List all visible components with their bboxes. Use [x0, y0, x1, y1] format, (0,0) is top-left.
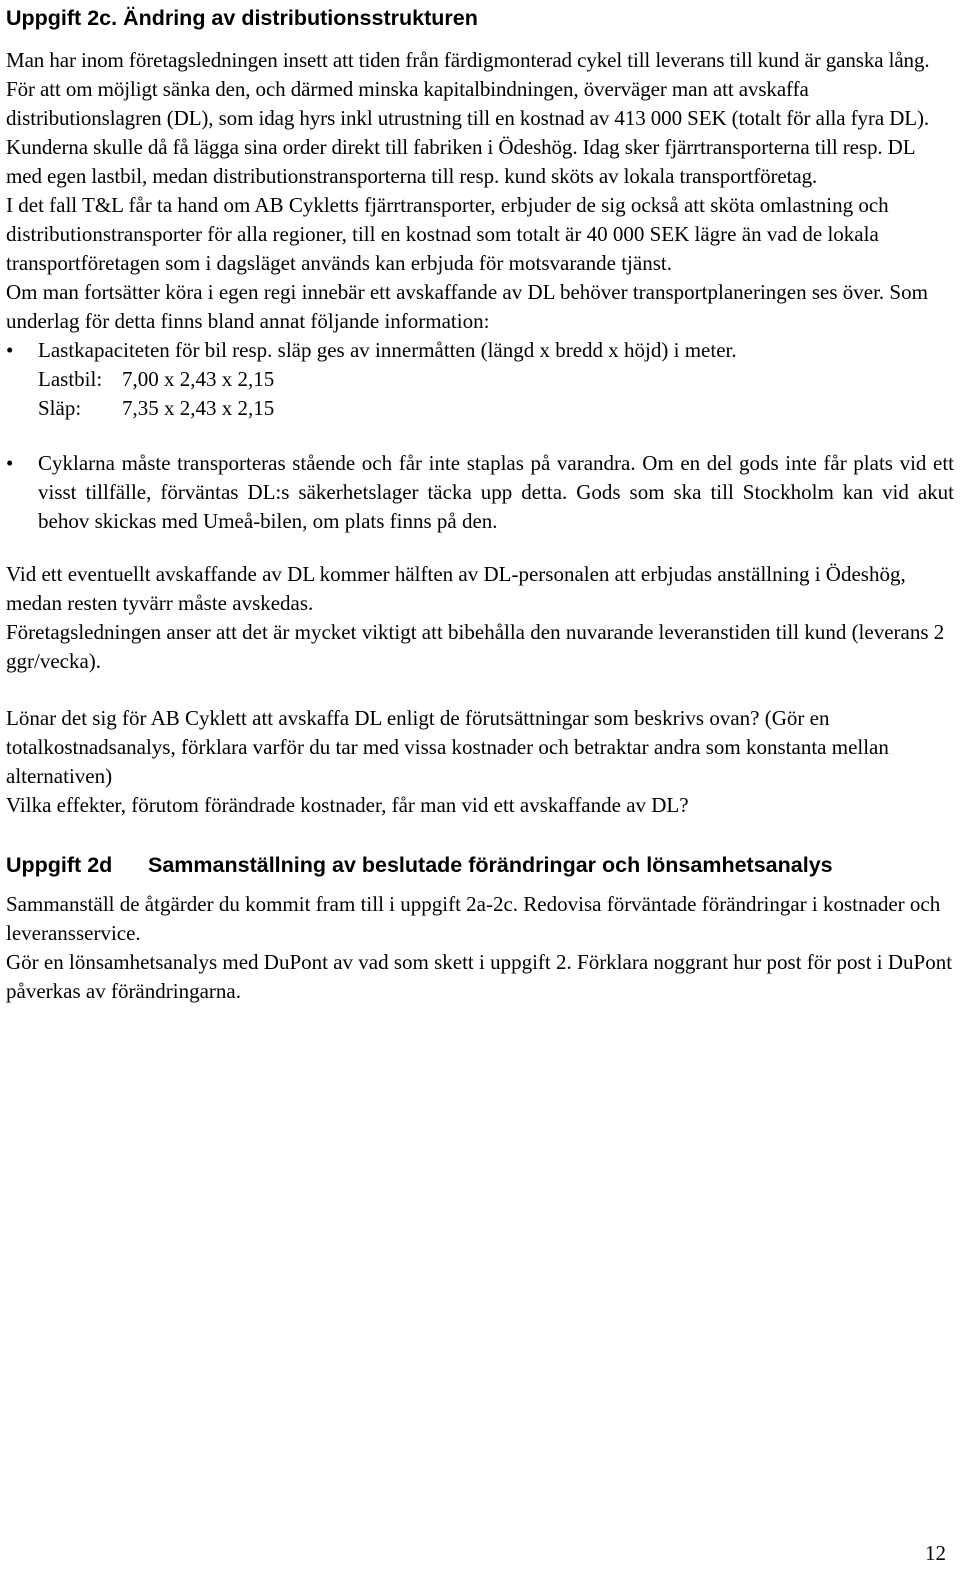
tl-offer-paragraph: I det fall T&L får ta hand om AB Cykletts fjärrtransporter, erbjuder de sig också att sköta omlastning och distributionstransporter för alla regioner, till en kostnad som totalt är 40 000 SEK lägre än vad de lokala transportföretagen som i dagsläget används kan erbjuda för motsvarande tjänst. [6, 193, 889, 275]
question-effects: Vilka effekter, förutom förändrade kostnader, får man vid ett avskaffande av DL? [6, 793, 689, 817]
bullet-capacity [6, 336, 954, 365]
section-2d-number: Uppgift 2d [6, 853, 113, 877]
section-2c-title: Uppgift 2c. Ändring av distributionsstrukturen [6, 6, 478, 30]
summary-paragraph: Sammanställ de åtgärder du kommit fram till i uppgift 2a-2c. Redovisa förväntade förändringar i kostnader och leveransservice. [6, 892, 941, 945]
leadtime-paragraph: Företagsledningen anser att det är mycket viktigt att bibehålla den nuvarande leveranstiden till kund (leverans 2 ggr/vecka). [6, 620, 945, 673]
section-2d-title-text: Sammanställning av beslutade förändringar och lönsamhetsanalys [148, 853, 833, 877]
bullet-dot: • [6, 338, 14, 362]
question-profitability: Lönar det sig för AB Cyklett att avskaffa DL enligt de förutsättningar som beskrivs ovan? (Gör en totalkostnadsanalys, förklara varför du tar med vissa kostnader och betraktar andra som konstanta mellan alternativen) [6, 706, 889, 788]
spacer [6, 423, 954, 449]
vehicle-dimensions [38, 365, 954, 423]
spacer [6, 676, 954, 704]
staff-paragraph: Vid ett eventuellt avskaffande av DL kommer hälften av DL-personalen att erbjudas anställning i Ödeshög, medan resten tyvärr måste avskedas. [6, 562, 906, 615]
spacer [6, 536, 954, 560]
bullet-bicycles [6, 449, 954, 536]
vehicle-row-truck [38, 365, 954, 394]
vehicle-label: Släp: [38, 396, 82, 420]
page-number: 12 [925, 1541, 946, 1565]
spacer [6, 880, 954, 890]
vehicle-dims: 7,35 x 2,43 x 2,15 [122, 396, 275, 420]
dupont-paragraph: Gör en lönsamhetsanalys med DuPont av vad som skett i uppgift 2. Förklara noggrant hur post för post i DuPont påverkas av förändringarna. [6, 950, 953, 1003]
transport-planning-paragraph: Om man fortsätter köra i egen regi innebär ett avskaffande av DL behöver transportplaneringen ses över. Som underlag för detta finns bland annat följande information: [6, 280, 928, 333]
vehicle-label: Lastbil: [38, 367, 103, 391]
section-2d-title [6, 850, 954, 880]
bullet-bicycles-text: Cyklarna måste transporteras stående och får inte staplas på varandra. Om en del gods inte får plats vid ett visst tillfälle, förväntas DL:s säkerhetslager täcka upp detta. Gods som ska till Stockholm kan vid akut behov skickas med Umeå-bilen, om plats finns på den. [38, 451, 954, 533]
vehicle-row-trailer [38, 394, 954, 423]
spacer [6, 820, 954, 850]
bullet-capacity-text: Lastkapaciteten för bil resp. släp ges av innermåtten (längd x bredd x höjd) i meter. [38, 338, 737, 362]
vehicle-dims: 7,00 x 2,43 x 2,15 [122, 367, 275, 391]
bullet-dot: • [6, 451, 14, 475]
intro-paragraph: Man har inom företagsledningen insett att tiden från färdigmonterad cykel till leverans till kund är ganska lång. För att om möjligt sänka den, och därmed minska kapitalbindningen, överväger man att avskaffa distributionslagren (DL), som idag hyrs inkl utrustning till en kostnad av 413 000 SEK (totalt för alla fyra DL). Kunderna skulle då få lägga sina order direkt till fabriken i Ödeshög. Idag sker fjärrtransporterna till resp. DL med egen lastbil, medan distributionstransporterna till resp. kund sköts av lokala transportföretag. [6, 48, 930, 188]
